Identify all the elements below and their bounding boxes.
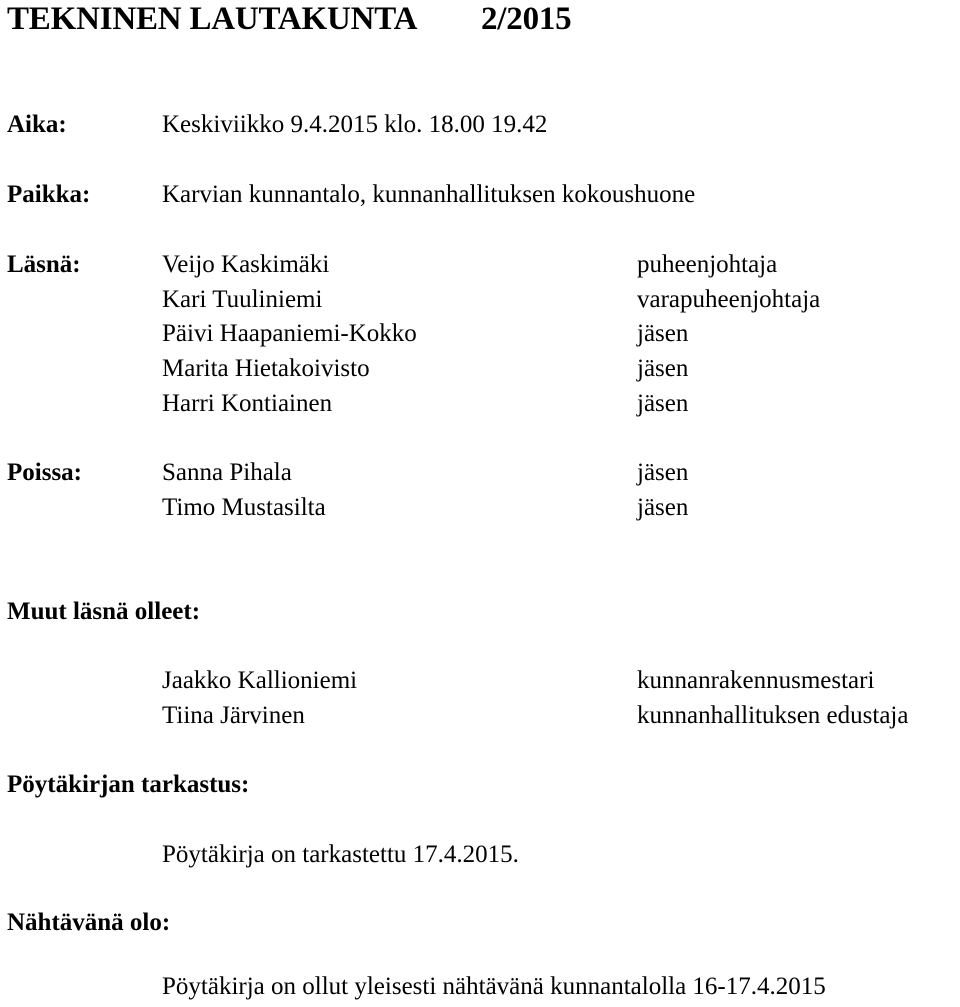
present-member-role: varapuheenjohtaja bbox=[637, 286, 821, 313]
document-title bbox=[7, 1, 572, 37]
public-display-label: Nähtävänä olo: bbox=[7, 909, 171, 936]
present-member-name: Veijo Kaskimäki bbox=[162, 251, 330, 278]
public-display-text: Pöytäkirja on ollut yleisesti nähtävänä kunnantalolla 16-17.4.2015 bbox=[162, 973, 826, 1000]
others-present-label: Muut läsnä olleet: bbox=[7, 598, 201, 625]
absent-member-name: Timo Mustasilta bbox=[162, 494, 326, 521]
present-member-name: Kari Tuuliniemi bbox=[162, 286, 323, 313]
minutes-review-label: Pöytäkirjan tarkastus: bbox=[7, 771, 250, 798]
present-member-role: jäsen bbox=[637, 320, 689, 347]
present-member-name: Marita Hietakoivisto bbox=[162, 355, 370, 382]
present-member-name: Harri Kontiainen bbox=[162, 390, 333, 417]
present-member-role: jäsen bbox=[637, 355, 689, 382]
other-member-name: Jaakko Kallioniemi bbox=[162, 667, 358, 694]
present-label: Läsnä: bbox=[7, 251, 81, 278]
board-name: TEKNINEN LAUTAKUNTA bbox=[7, 1, 418, 37]
absent-member-name: Sanna Pihala bbox=[162, 459, 292, 486]
present-member-name: Päivi Haapaniemi-Kokko bbox=[162, 320, 417, 347]
absent-member-role: jäsen bbox=[637, 459, 689, 486]
other-member-role: kunnanhallituksen edustaja bbox=[637, 702, 909, 729]
other-member-name: Tiina Järvinen bbox=[162, 702, 305, 729]
present-member-role: jäsen bbox=[637, 390, 689, 417]
minutes-review-text: Pöytäkirja on tarkastettu 17.4.2015. bbox=[162, 841, 519, 868]
absent-label: Poissa: bbox=[7, 459, 82, 486]
other-member-role: kunnanrakennusmestari bbox=[637, 667, 875, 694]
time-label: Aika: bbox=[7, 111, 67, 138]
meeting-number: 2/2015 bbox=[481, 1, 572, 37]
present-member-role: puheenjohtaja bbox=[637, 251, 778, 278]
place-value: Karvian kunnantalo, kunnanhallituksen kokoushuone bbox=[162, 181, 696, 208]
place-label: Paikka: bbox=[7, 181, 91, 208]
absent-member-role: jäsen bbox=[637, 494, 689, 521]
time-value: Keskiviikko 9.4.2015 klo. 18.00 19.42 bbox=[162, 111, 548, 138]
